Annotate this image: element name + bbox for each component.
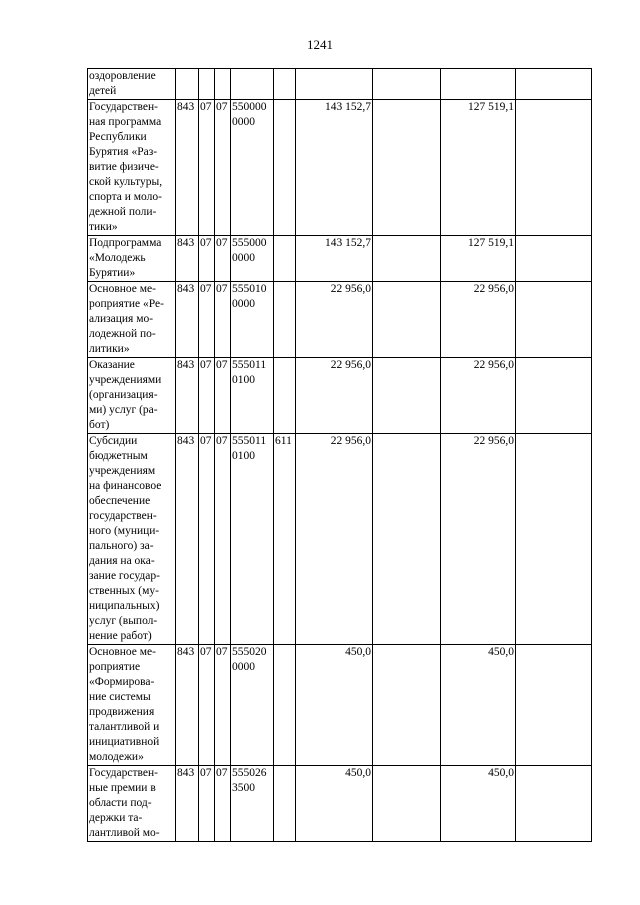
expense-name: Субсидии бюджетным учреждениям на финансовое обеспечение государствен- ного (муници- пального) за- дания на ока- зание государ- ственных (му- ниципальных) услуг (выпол- нение работ)	[89, 435, 162, 642]
expense-type-cell	[274, 434, 296, 645]
subsection-code: 07	[216, 646, 228, 658]
expense-type-cell	[274, 282, 296, 358]
subsection-code-cell	[215, 282, 231, 358]
amount-1: 22 956,0	[330, 435, 371, 447]
grbs-code: 843	[177, 101, 195, 113]
expense-name-cell	[88, 645, 176, 766]
grbs-code-cell	[176, 69, 199, 100]
target-article-cell	[231, 100, 274, 236]
expense-name-cell	[88, 69, 176, 100]
empty-cell-1	[373, 282, 441, 358]
expense-name-cell	[88, 282, 176, 358]
target-article-cell	[231, 434, 274, 645]
section-code-cell	[199, 358, 215, 434]
grbs-code-cell	[176, 236, 199, 282]
grbs-code: 843	[177, 767, 195, 779]
empty-cell-1	[373, 69, 441, 100]
subsection-code: 07	[216, 359, 228, 371]
empty-cell-2	[516, 766, 592, 842]
grbs-code-cell	[176, 434, 199, 645]
amount-1-cell	[296, 236, 373, 282]
amount-2-cell	[441, 236, 516, 282]
empty-cell-1	[373, 645, 441, 766]
amount-1-cell	[296, 434, 373, 645]
grbs-code: 843	[177, 237, 195, 249]
amount-2-cell	[441, 358, 516, 434]
expense-type-cell	[274, 358, 296, 434]
empty-cell-1	[373, 100, 441, 236]
empty-cell-2	[516, 69, 592, 100]
empty-cell-2	[516, 100, 592, 236]
table-row	[88, 766, 592, 842]
target-article-cell	[231, 645, 274, 766]
amount-2: 127 519,1	[468, 237, 514, 249]
target-article-code: 555010 0000	[232, 283, 267, 310]
expense-name-cell	[88, 236, 176, 282]
target-article-code: 550000 0000	[232, 101, 267, 128]
target-article-code: 555026 3500	[232, 767, 267, 794]
section-code: 07	[200, 101, 212, 113]
grbs-code: 843	[177, 435, 195, 447]
amount-2-cell	[441, 282, 516, 358]
subsection-code-cell	[215, 645, 231, 766]
grbs-code: 843	[177, 359, 195, 371]
amount-1-cell	[296, 645, 373, 766]
section-code-cell	[199, 766, 215, 842]
target-article-code: 555011 0100	[232, 435, 267, 462]
subsection-code-cell	[215, 434, 231, 645]
expense-name: Государствен- ные премии в области под- держки та- лантливой мо-	[89, 767, 160, 839]
empty-cell-2	[516, 645, 592, 766]
expense-type-cell	[274, 645, 296, 766]
amount-1: 22 956,0	[330, 359, 371, 371]
section-code-cell	[199, 69, 215, 100]
target-article-code: 555020 0000	[232, 646, 267, 673]
subsection-code-cell	[215, 766, 231, 842]
table-row	[88, 282, 592, 358]
grbs-code-cell	[176, 766, 199, 842]
target-article-cell	[231, 358, 274, 434]
amount-2: 127 519,1	[468, 101, 514, 113]
empty-cell-1	[373, 434, 441, 645]
amount-2-cell	[441, 645, 516, 766]
table-row	[88, 434, 592, 645]
table-row	[88, 100, 592, 236]
budget-table	[87, 68, 592, 842]
subsection-code-cell	[215, 358, 231, 434]
page-number: 1241	[307, 37, 333, 52]
expense-name: Подпрограмма «Молодежь Бурятии»	[89, 237, 162, 279]
amount-1-cell	[296, 358, 373, 434]
expense-name-cell	[88, 358, 176, 434]
expense-type-cell	[274, 766, 296, 842]
expense-name-cell	[88, 100, 176, 236]
subsection-code-cell	[215, 236, 231, 282]
grbs-code-cell	[176, 645, 199, 766]
table-row	[88, 69, 592, 100]
amount-1-cell	[296, 69, 373, 100]
amount-2: 22 956,0	[473, 359, 514, 371]
amount-2: 22 956,0	[473, 283, 514, 295]
grbs-code: 843	[177, 646, 195, 658]
table-row	[88, 645, 592, 766]
subsection-code: 07	[216, 237, 228, 249]
amount-1: 143 152,7	[325, 101, 371, 113]
amount-1-cell	[296, 100, 373, 236]
subsection-code: 07	[216, 283, 228, 295]
amount-2-cell	[441, 69, 516, 100]
empty-cell-2	[516, 434, 592, 645]
amount-2: 450,0	[488, 646, 514, 658]
section-code: 07	[200, 767, 212, 779]
section-code-cell	[199, 100, 215, 236]
amount-1: 450,0	[345, 767, 371, 779]
empty-cell-2	[516, 358, 592, 434]
expense-name: Основное ме- роприятие «Ре- ализация мо- лодежной по- литики»	[89, 283, 164, 355]
amount-2-cell	[441, 100, 516, 236]
expense-name-cell	[88, 434, 176, 645]
target-article-code: 555011 0100	[232, 359, 267, 386]
grbs-code-cell	[176, 358, 199, 434]
subsection-code: 07	[216, 435, 228, 447]
expense-type-cell	[274, 69, 296, 100]
amount-1-cell	[296, 766, 373, 842]
expense-name: Государствен- ная программа Республики Бурятия «Раз- витие физиче- ской культуры, спорта и моло- дежной поли- тики»	[89, 101, 163, 233]
amount-1: 450,0	[345, 646, 371, 658]
section-code-cell	[199, 236, 215, 282]
empty-cell-1	[373, 358, 441, 434]
amount-1: 22 956,0	[330, 283, 371, 295]
expense-name: оздоровление детей	[89, 70, 156, 97]
amount-2-cell	[441, 766, 516, 842]
subsection-code: 07	[216, 101, 228, 113]
grbs-code-cell	[176, 100, 199, 236]
amount-2: 22 956,0	[473, 435, 514, 447]
expense-type-cell	[274, 100, 296, 236]
target-article-cell	[231, 69, 274, 100]
empty-cell-2	[516, 236, 592, 282]
section-code: 07	[200, 237, 212, 249]
target-article-cell	[231, 236, 274, 282]
grbs-code: 843	[177, 283, 195, 295]
section-code-cell	[199, 434, 215, 645]
target-article-code: 555000 0000	[232, 237, 267, 264]
section-code-cell	[199, 645, 215, 766]
subsection-code: 07	[216, 767, 228, 779]
amount-1: 143 152,7	[325, 237, 371, 249]
expense-name: Основное ме- роприятие «Формирова- ние системы продвижения талантливой и инициативной молодежи»	[89, 646, 160, 763]
section-code: 07	[200, 435, 212, 447]
empty-cell-2	[516, 282, 592, 358]
table-row	[88, 358, 592, 434]
expense-name-cell	[88, 766, 176, 842]
expense-name: Оказание учреждениями (организация- ми) услуг (ра- бот)	[89, 359, 162, 431]
empty-cell-1	[373, 766, 441, 842]
amount-1-cell	[296, 282, 373, 358]
amount-2: 450,0	[488, 767, 514, 779]
table-row	[88, 236, 592, 282]
grbs-code-cell	[176, 282, 199, 358]
expense-type-cell	[274, 236, 296, 282]
empty-cell-1	[373, 236, 441, 282]
section-code-cell	[199, 282, 215, 358]
target-article-cell	[231, 766, 274, 842]
section-code: 07	[200, 359, 212, 371]
target-article-cell	[231, 282, 274, 358]
subsection-code-cell	[215, 69, 231, 100]
section-code: 07	[200, 283, 212, 295]
amount-2-cell	[441, 434, 516, 645]
expense-type-code: 611	[275, 435, 292, 447]
subsection-code-cell	[215, 100, 231, 236]
section-code: 07	[200, 646, 212, 658]
